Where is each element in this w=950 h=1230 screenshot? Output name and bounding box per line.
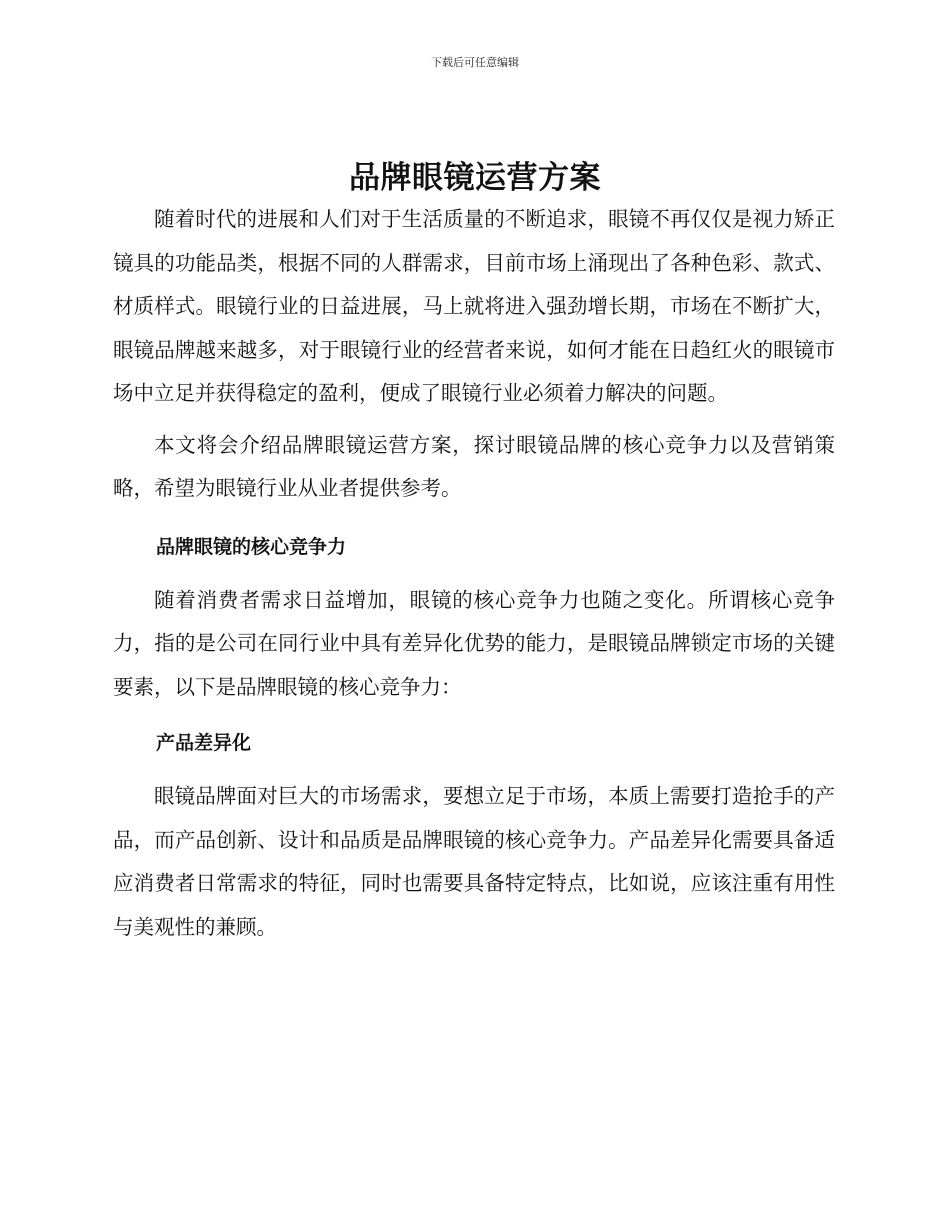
product-differentiation-paragraph: 眼镜品牌面对巨大的市场需求，要想立足于市场，本质上需要打造抢手的产品，而产品创新、设计和品质是品牌眼镜的核心竞争力。产品差异化需要具备适应消费者日常需求的特征，同时也需要具备特定特点，比如说，应该注重有用性与美观性的兼顾。 xyxy=(113,784,835,939)
section-heading-core-competitiveness: 品牌眼镜的核心竞争力 xyxy=(156,535,347,558)
intro-paragraph: 随着时代的进展和人们对于生活质量的不断追求，眼镜不再仅仅是视力矫正镜具的功能品类，根据不同的人群需求，目前市场上涌现出了各种色彩、款式、材质样式。眼镜行业的日益进展，马上就将进入强劲增长期，市场在不断扩大，眼镜品牌越来越多，对于眼镜行业的经营者来说，如何才能在日趋红火的眼镜市场中立足并获得稳定的盈利，便成了眼镜行业必须着力解决的问题。 xyxy=(113,207,835,405)
subsection-heading-product-differentiation: 产品差异化 xyxy=(156,732,252,754)
document-title: 品牌眼镜运营方案 xyxy=(349,160,601,196)
core-competitiveness-paragraph: 随着消费者需求日益增加，眼镜的核心竞争力也随之变化。所谓核心竞争力，指的是公司在同行业中具有差异化优势的能力，是眼镜品牌锁定市场的关键要素，以下是品牌眼镜的核心竞争力： xyxy=(113,587,835,699)
header-note: 下载后可任意编辑 xyxy=(431,56,519,69)
purpose-paragraph: 本文将会介绍品牌眼镜运营方案，探讨眼镜品牌的核心竞争力以及营销策略，希望为眼镜行业从业者提供参考。 xyxy=(113,432,835,500)
document-body xyxy=(113,198,835,949)
